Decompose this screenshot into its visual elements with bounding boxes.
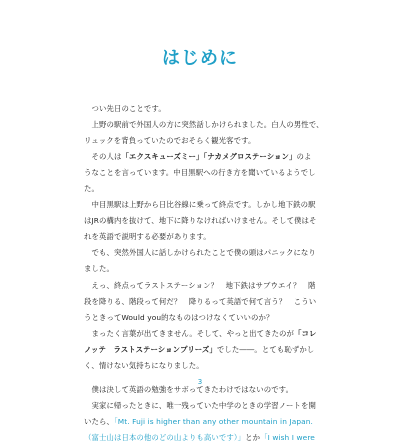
text-segment: つい先日のことです。 — [84, 104, 166, 113]
text-segment: 僕は決して英語の勉強をサボってきたわけではないのです。 — [84, 384, 294, 394]
body-text — [84, 101, 324, 446]
text-segment: 段を降りる、階段って何だ？ 降りるって英語で何て言う？ こうい — [84, 296, 317, 306]
text-line — [84, 358, 320, 374]
emphasized-phrase: 「エクスキューズミー」「ナカメグロステーション」 — [121, 152, 297, 162]
text-line — [84, 261, 320, 277]
text-segment: た。 — [84, 184, 99, 194]
text-line — [84, 197, 320, 213]
emphasized-phrase: 「コレ — [294, 328, 317, 338]
text-segment: れを英語で説明する必要があります。 — [84, 232, 211, 242]
text-segment: えっ、終点ってラストステーション？ 地下鉄はサブウエイ？ 階 — [84, 280, 316, 290]
text-segment: とか — [245, 432, 261, 442]
text-segment: のよ — [296, 152, 312, 162]
text-line — [84, 414, 320, 430]
text-line — [84, 342, 320, 358]
text-line — [84, 229, 320, 245]
text-segment: 中目黒駅は上野から日比谷線に乗って終点です。しかし地下鉄の駅 — [84, 200, 316, 210]
highlighted-phrase: （富士山は日本の他のどの山よりも高いです）」 — [84, 432, 246, 442]
text-line — [84, 165, 320, 181]
text-line — [84, 149, 320, 165]
text-segment: うなことを言っています。中目黒駅への行き方を聞いているようでし — [84, 168, 316, 178]
text-line — [84, 133, 320, 149]
text-segment: 実家に帰ったときに、唯一残っていた中学のときの学習ノートを開 — [84, 400, 316, 410]
text-line — [84, 117, 324, 133]
text-segment: いたら、 — [84, 416, 114, 426]
text-line — [84, 101, 320, 117]
text-line — [84, 245, 320, 261]
highlighted-phrase: 「I wish I were — [260, 432, 315, 442]
text-segment: その人は — [84, 152, 122, 162]
text-segment: ました。 — [84, 264, 114, 274]
page-title: はじめに — [162, 48, 238, 69]
text-segment: リュックを背負っていたのでおそらく観光客です。 — [84, 136, 256, 146]
text-line — [84, 310, 320, 326]
text-line — [84, 213, 320, 229]
text-line — [84, 398, 320, 414]
text-segment: うときってWould you的なものはつけなくていいのか？ — [84, 312, 274, 322]
page-number: 3 — [197, 378, 203, 386]
text-segment: く、情けない気持ちになりました。 — [84, 360, 204, 370]
text-segment: はJRの構内を抜けて、地下に降りなければいけません。そして僕はそ — [84, 216, 317, 226]
text-line — [84, 430, 320, 446]
text-line — [84, 326, 320, 342]
text-segment: まったく言葉が出てきません。そして、やっと出てきたのが — [84, 328, 295, 338]
text-segment: 上野の駅前で外国人の方に突然話しかけられました。白人の男性で、 — [84, 120, 324, 130]
text-line — [84, 278, 320, 294]
text-line — [84, 294, 320, 310]
emphasized-phrase: ノッテ ラストステーションプリーズ」 — [84, 344, 217, 354]
text-segment: でした――。とても恥ずかし — [216, 344, 315, 354]
text-segment: でも、突然外国人に話しかけられたことで僕の頭はパニックになり — [84, 248, 316, 258]
text-line — [84, 181, 320, 197]
highlighted-phrase: 「Mt. Fuji is higher than any other mountain in Japan. — [113, 416, 313, 426]
